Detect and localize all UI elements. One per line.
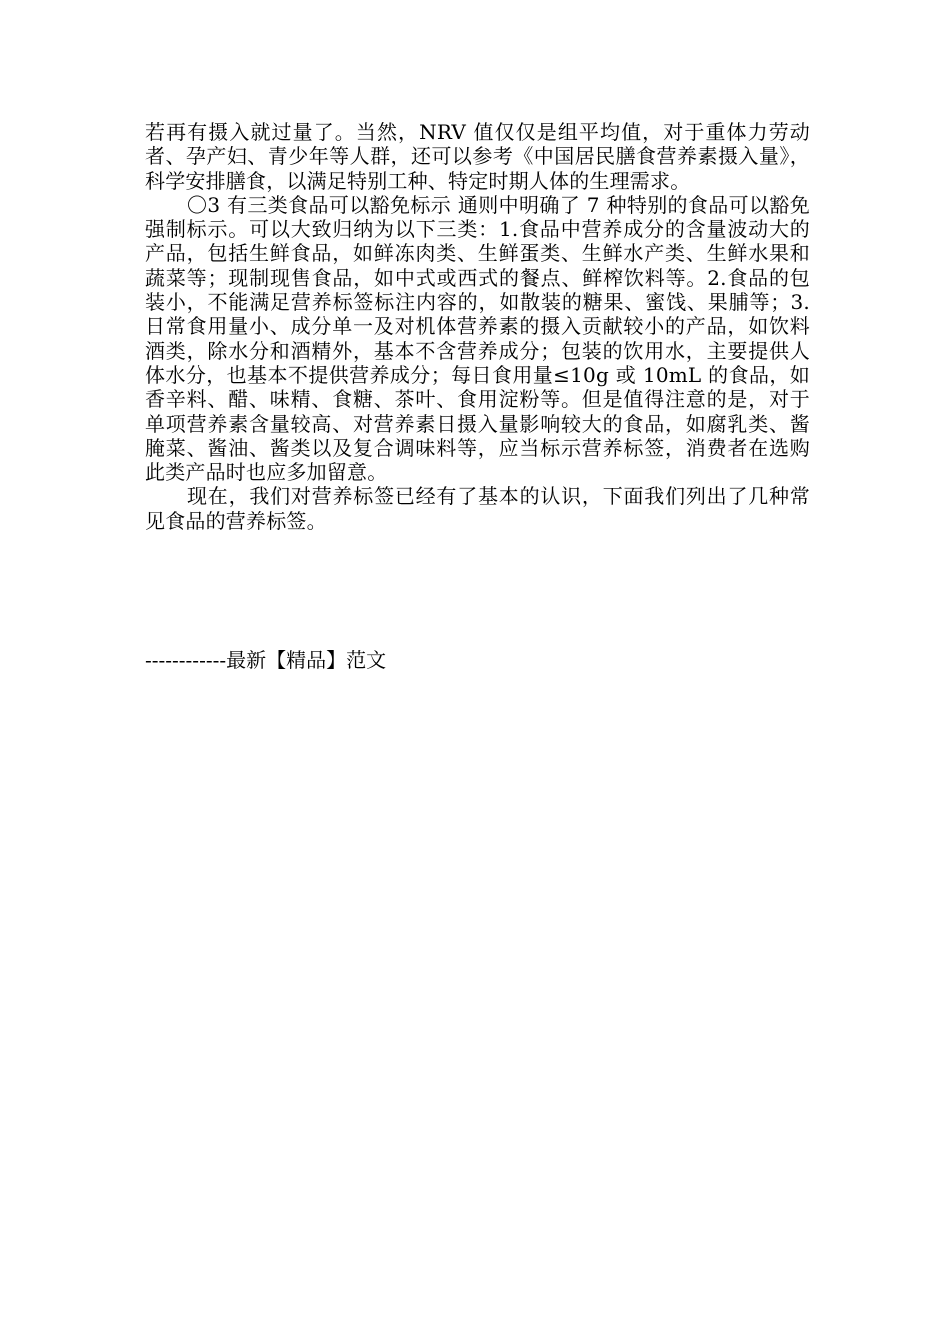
paragraph-nrv-note: 若再有摄入就过量了。当然，NRV 值仅仅是组平均值，对于重体力劳动者、孕产妇、青少年等人群，还可以参考《中国居民膳食营养素摄入量》，科学安排膳食，以满足特别工种、特定时期人体的生理需求。 — [145, 120, 810, 193]
footer-note: ------------最新【精品】范文 — [145, 648, 387, 672]
document-body — [145, 120, 810, 533]
paragraph-exempt-foods: 〇3 有三类食品可以豁免标示 通则中明确了 7 种特别的食品可以豁免强制标示。可以大致归纳为以下三类：1.食品中营养成分的含量波动大的产品，包括生鲜食品，如鲜冻肉类、生鲜蛋类、生鲜水产类、生鲜水果和蔬菜等；现制现售食品，如中式或西式的餐点、鲜榨饮料等。2.食品的包装小，不能满足营养标签标注内容的，如散装的糖果、蜜饯、果脯等；3.日常食用量小、成分单一及对机体营养素的摄入贡献较小的产品，如饮料酒类，除水分和酒精外，基本不含营养成分；包装的饮用水，主要提供人体水分，也基本不提供营养成分；每日食用量≤10g 或 10mL 的食品，如香辛料、醋、味精、食糖、茶叶、食用淀粉等。但是值得注意的是，对于单项营养素含量较高、对营养素日摄入量影响较大的食品，如腐乳类、酱腌菜、酱油、酱类以及复合调味料等，应当标示营养标签，消费者在选购此类产品时也应多加留意。 — [145, 192, 810, 485]
paragraph-conclusion: 现在，我们对营养标签已经有了基本的认识，下面我们列出了几种常见食品的营养标签。 — [145, 484, 810, 533]
